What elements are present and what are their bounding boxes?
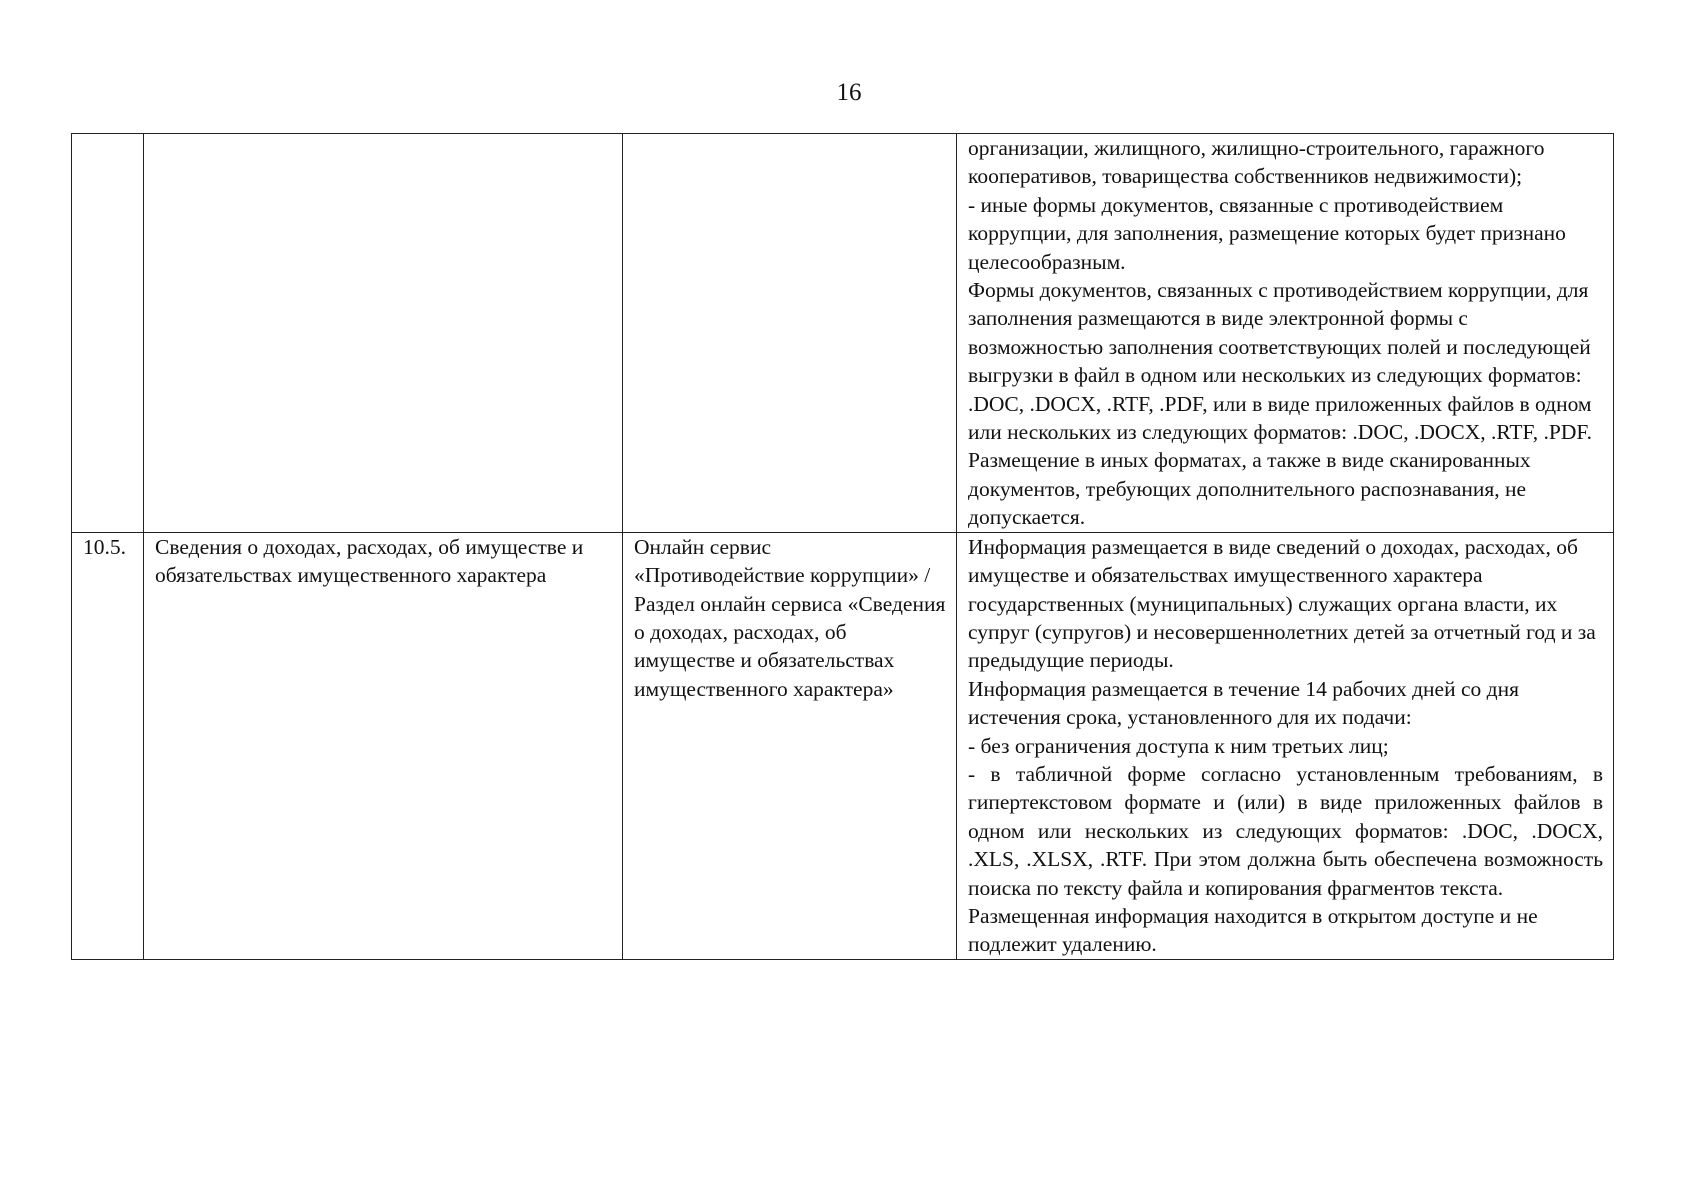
item-name-cell <box>144 134 623 533</box>
requirements-paragraph: Размещенная информация находится в открытом доступе и не подлежит удалению. <box>968 903 1538 957</box>
requirements-paragraph: - иные формы документов, связанные с противодействием коррупции, для заполнения, размещение которых будет признано целесообразным. <box>968 192 1566 274</box>
requirements-paragraph: - в табличной форме согласно установленным требованиям, в гипертекстовом формате и (или) в виде приложенных файлов в одном или нескольких из следующих форматов: .DOC, .DOCX, .XLS, .XLSX, .RTF. При этом должна быть обеспечена возможность поиска по тексту файла и копирования фрагментов текста. <box>968 761 1603 900</box>
table-row <box>72 532 1614 959</box>
requirements-paragraph: Информация размещается в течение 14 рабочих дней со дня истечения срока, установленного для их подачи: <box>968 676 1519 730</box>
requirements-paragraph: Формы документов, связанных с противодействием коррупции, для заполнения размещаются в виде электронной формы с возможностью заполнения соответствующих полей и последующей выгрузки в файл в одном или нескольких из следующих форматов: .DOC, .DOCX, .RTF, .PDF, или в виде приложенных файлов в одном или нескольких из следующих форматов: .DOC, .DOCX, .RTF, .PDF. Размещение в иных форматах, а также в виде сканированных документов, требующих дополнительного распознавания, не допускается. <box>968 278 1593 530</box>
requirements-paragraph: - без ограничения доступа к ним третьих лиц; <box>968 733 1389 758</box>
item-requirements-cell <box>957 134 1614 533</box>
requirements-paragraph: Информация размещается в виде сведений о доходах, расходах, об имуществе и обязательствах имущественного характера государственных (муниципальных) служащих органа власти, их супруг (супругов) и несовершеннолетних детей за отчетный год и за предыдущие периоды. <box>968 534 1596 673</box>
item-number-cell: 10.5. <box>72 532 144 959</box>
table-row <box>72 134 1614 533</box>
requirements-paragraph: организации, жилищного, жилищно-строительного, гаражного кооперативов, товарищества собственников недвижимости); <box>968 136 1545 189</box>
item-location-cell <box>623 134 957 533</box>
requirements-table <box>71 133 1614 960</box>
item-location-cell: Онлайн сервис «Противодействие коррупции» / Раздел онлайн сервиса «Сведения о доходах, расходах, об имуществе и обязательствах имущественного характера» <box>623 532 957 959</box>
item-number-cell <box>72 134 144 533</box>
item-name-cell: Сведения о доходах, расходах, об имуществе и обязательствах имущественного характера <box>144 532 623 959</box>
item-requirements-cell <box>957 532 1614 959</box>
page-number: 16 <box>836 79 862 106</box>
